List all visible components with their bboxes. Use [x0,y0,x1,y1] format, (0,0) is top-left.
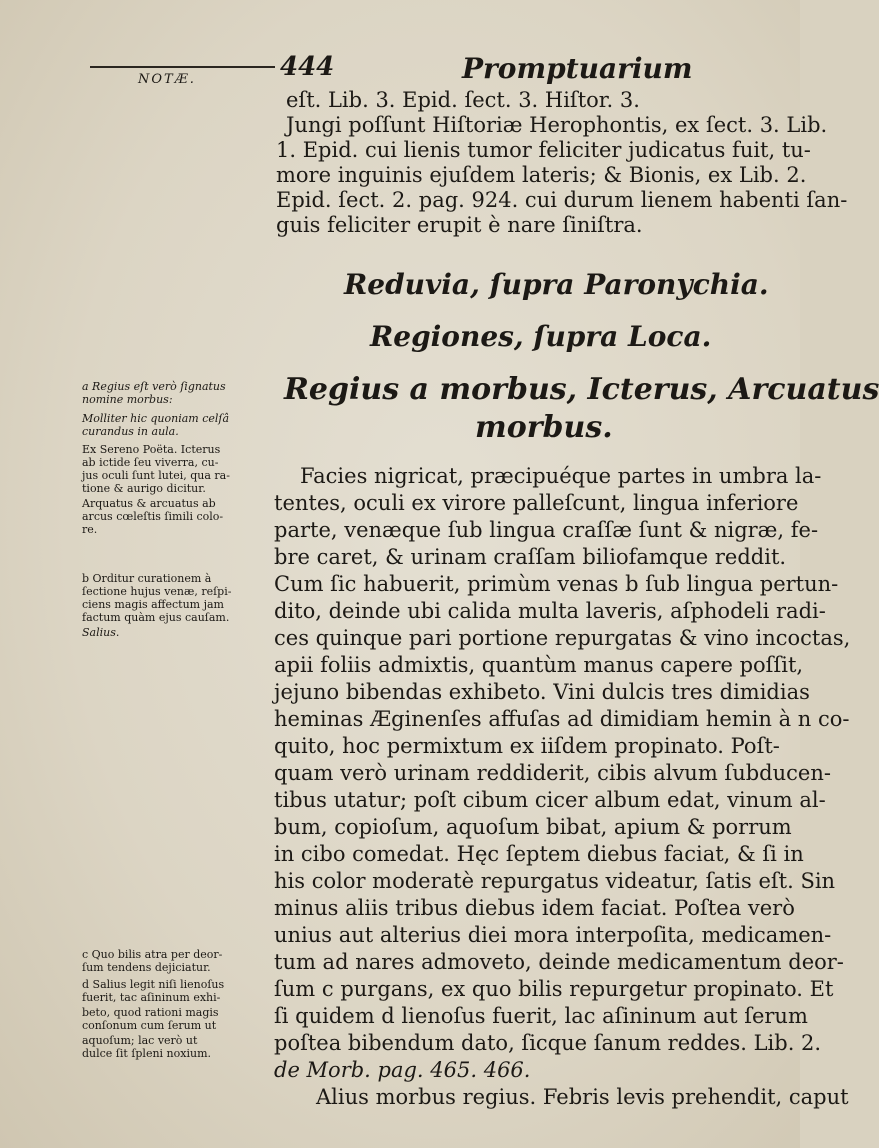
margin-note-line: re. [82,523,98,536]
body-line: dito, deinde ubi calida multa laveris, aſphodeli radi- [274,599,826,623]
margin-note-line: tione & aurigo dicitur. [82,482,206,495]
body-line: apii foliis admixtis, quantùm manus capere poſſit, [274,653,804,677]
body-line: in cibo comedat. Hęc ſeptem diebus faciat, & ſi in [274,842,804,866]
margin-note-line: dulce ſit ſpleni noxium. [82,1047,211,1060]
body-line: ces quinque pari portione repurgatas & vino incoctas, [274,626,851,650]
margin-note-line: d Salius legit niſi lienoſus [82,978,225,991]
margin-note-line: Molliter hic quoniam celſâ [82,412,230,425]
margin-note-line: beto, quod rationi magis [82,1006,219,1019]
margin-note-line: curandus in aula. [82,425,179,438]
body-line: unius aut alterius diei mora interpoſita, medicamen- [274,923,832,947]
body-line: tentes, oculi ex virore palleſcunt, lingua inferiore [274,491,799,515]
margin-note-line: Arquatus & arcuatus ab [82,497,216,510]
body-line: Epid. ſect. 2. pag. 924. cui durum lienem habenti ſan- [276,188,848,212]
margin-note-line: ſectione hujus venæ, reſpi- [82,585,232,598]
body-line: minus aliis tribus diebus idem faciat. Poſtea verò [274,896,795,920]
page-number: 444 [280,52,335,82]
body-line: eſt. Lib. 3. Epid. ſect. 3. Hiſtor. 3. [286,88,640,112]
body-line: more inguinis ejuſdem lateris; & Bionis, ex Lib. 2. [276,163,807,187]
body-line: bre caret, & urinam craſſam biliofamque reddit. [274,545,787,569]
margin-note-line: ab ictide ſeu viverra, cu- [82,456,219,469]
margin-note-line: ſum tendens dejiciatur. [82,961,211,974]
margin-note-line: conſonum cum ſerum ut [82,1019,217,1032]
body-line: parte, venæque ſub lingua craſſæ ſunt & nigræ, fe- [274,518,819,542]
heading-regiones: Regiones, ſupra Loca. [370,320,712,353]
margin-note-line: nomine morbus: [82,393,173,406]
header-notes-label: NOTÆ. [138,72,196,87]
margin-note-line: c Quo bilis atra per deor- [82,948,223,961]
body-line-reference: de Morb. pag. 465. 466. [274,1058,531,1082]
margin-note-line: jus oculi ſunt lutei, qua ra- [82,469,230,482]
body-line: tum ad nares admoveto, deinde medicamentum deor- [274,950,844,974]
margin-note-line: a Regius eſt verò ſignatus [82,380,226,393]
body-line: bum, copioſum, aquoſum bibat, apium & porrum [274,815,792,839]
body-line: quito, hoc permixtum ex iiſdem propinato. Poſt- [274,734,780,758]
margin-note-line: ciens magis affectum jam [82,598,224,611]
margin-note-line: Salius. [82,626,120,639]
body-line: heminas Æginenſes affuſas ad dimidiam hemin à n co- [274,707,850,731]
margin-note-line: aquoſum; lac verò ut [82,1034,198,1047]
margin-note-line: factum quàm ejus cauſam. [82,611,230,624]
body-line: 1. Epid. cui lienis tumor feliciter judicatus fuit, tu- [276,138,811,162]
body-line: Facies nigricat, præcipuéque partes in umbra la- [300,464,822,488]
heading-regius: Regius a morbus, Icterus, Arcuatus [284,372,879,407]
body-line: ſi quidem d lienoſus fuerit, lac aſininum aut ſerum [274,1004,808,1028]
body-line: jejuno bibendas exhibeto. Vini dulcis tres dimidias [274,680,810,704]
margin-note-line: arcus cœleſtis ſimili colo- [82,510,224,523]
body-line: his color moderatè repurgatus videatur, ſatis eſt. Sin [274,869,836,893]
body-line: quam verò urinam reddiderit, cibis alvum ſubducen- [274,761,831,785]
heading-regius-continued: morbus. [475,410,613,445]
running-title: Promptuarium [462,52,693,85]
margin-note-line: fuerit, tac aſininum exhi- [82,991,221,1004]
body-line: poſtea bibendum dato, ſicque ſanum reddes. Lib. 2. [274,1031,822,1055]
body-line: Alius morbus regius. Febris levis prehendit, caput [316,1085,849,1109]
body-line: Cum ſic habuerit, primùm venas b ſub lingua pertun- [274,572,839,596]
margin-note-line: Ex Sereno Poëta. Icterus [82,443,221,456]
heading-reduvia: Reduvia, ſupra Paronychia. [344,268,769,301]
body-line: tibus utatur; poſt cibum cicer album edat, vinum al- [274,788,826,812]
body-line: guis feliciter erupit è nare ſiniſtra. [276,213,643,237]
header-rule-left [90,66,275,68]
margin-note-line: b Orditur curationem à [82,572,212,585]
body-line: Jungi poſſunt Hiſtoriæ Herophontis, ex ſect. 3. Lib. [286,113,828,137]
body-line: ſum c purgans, ex quo bilis repurgetur propinato. Et [274,977,834,1001]
